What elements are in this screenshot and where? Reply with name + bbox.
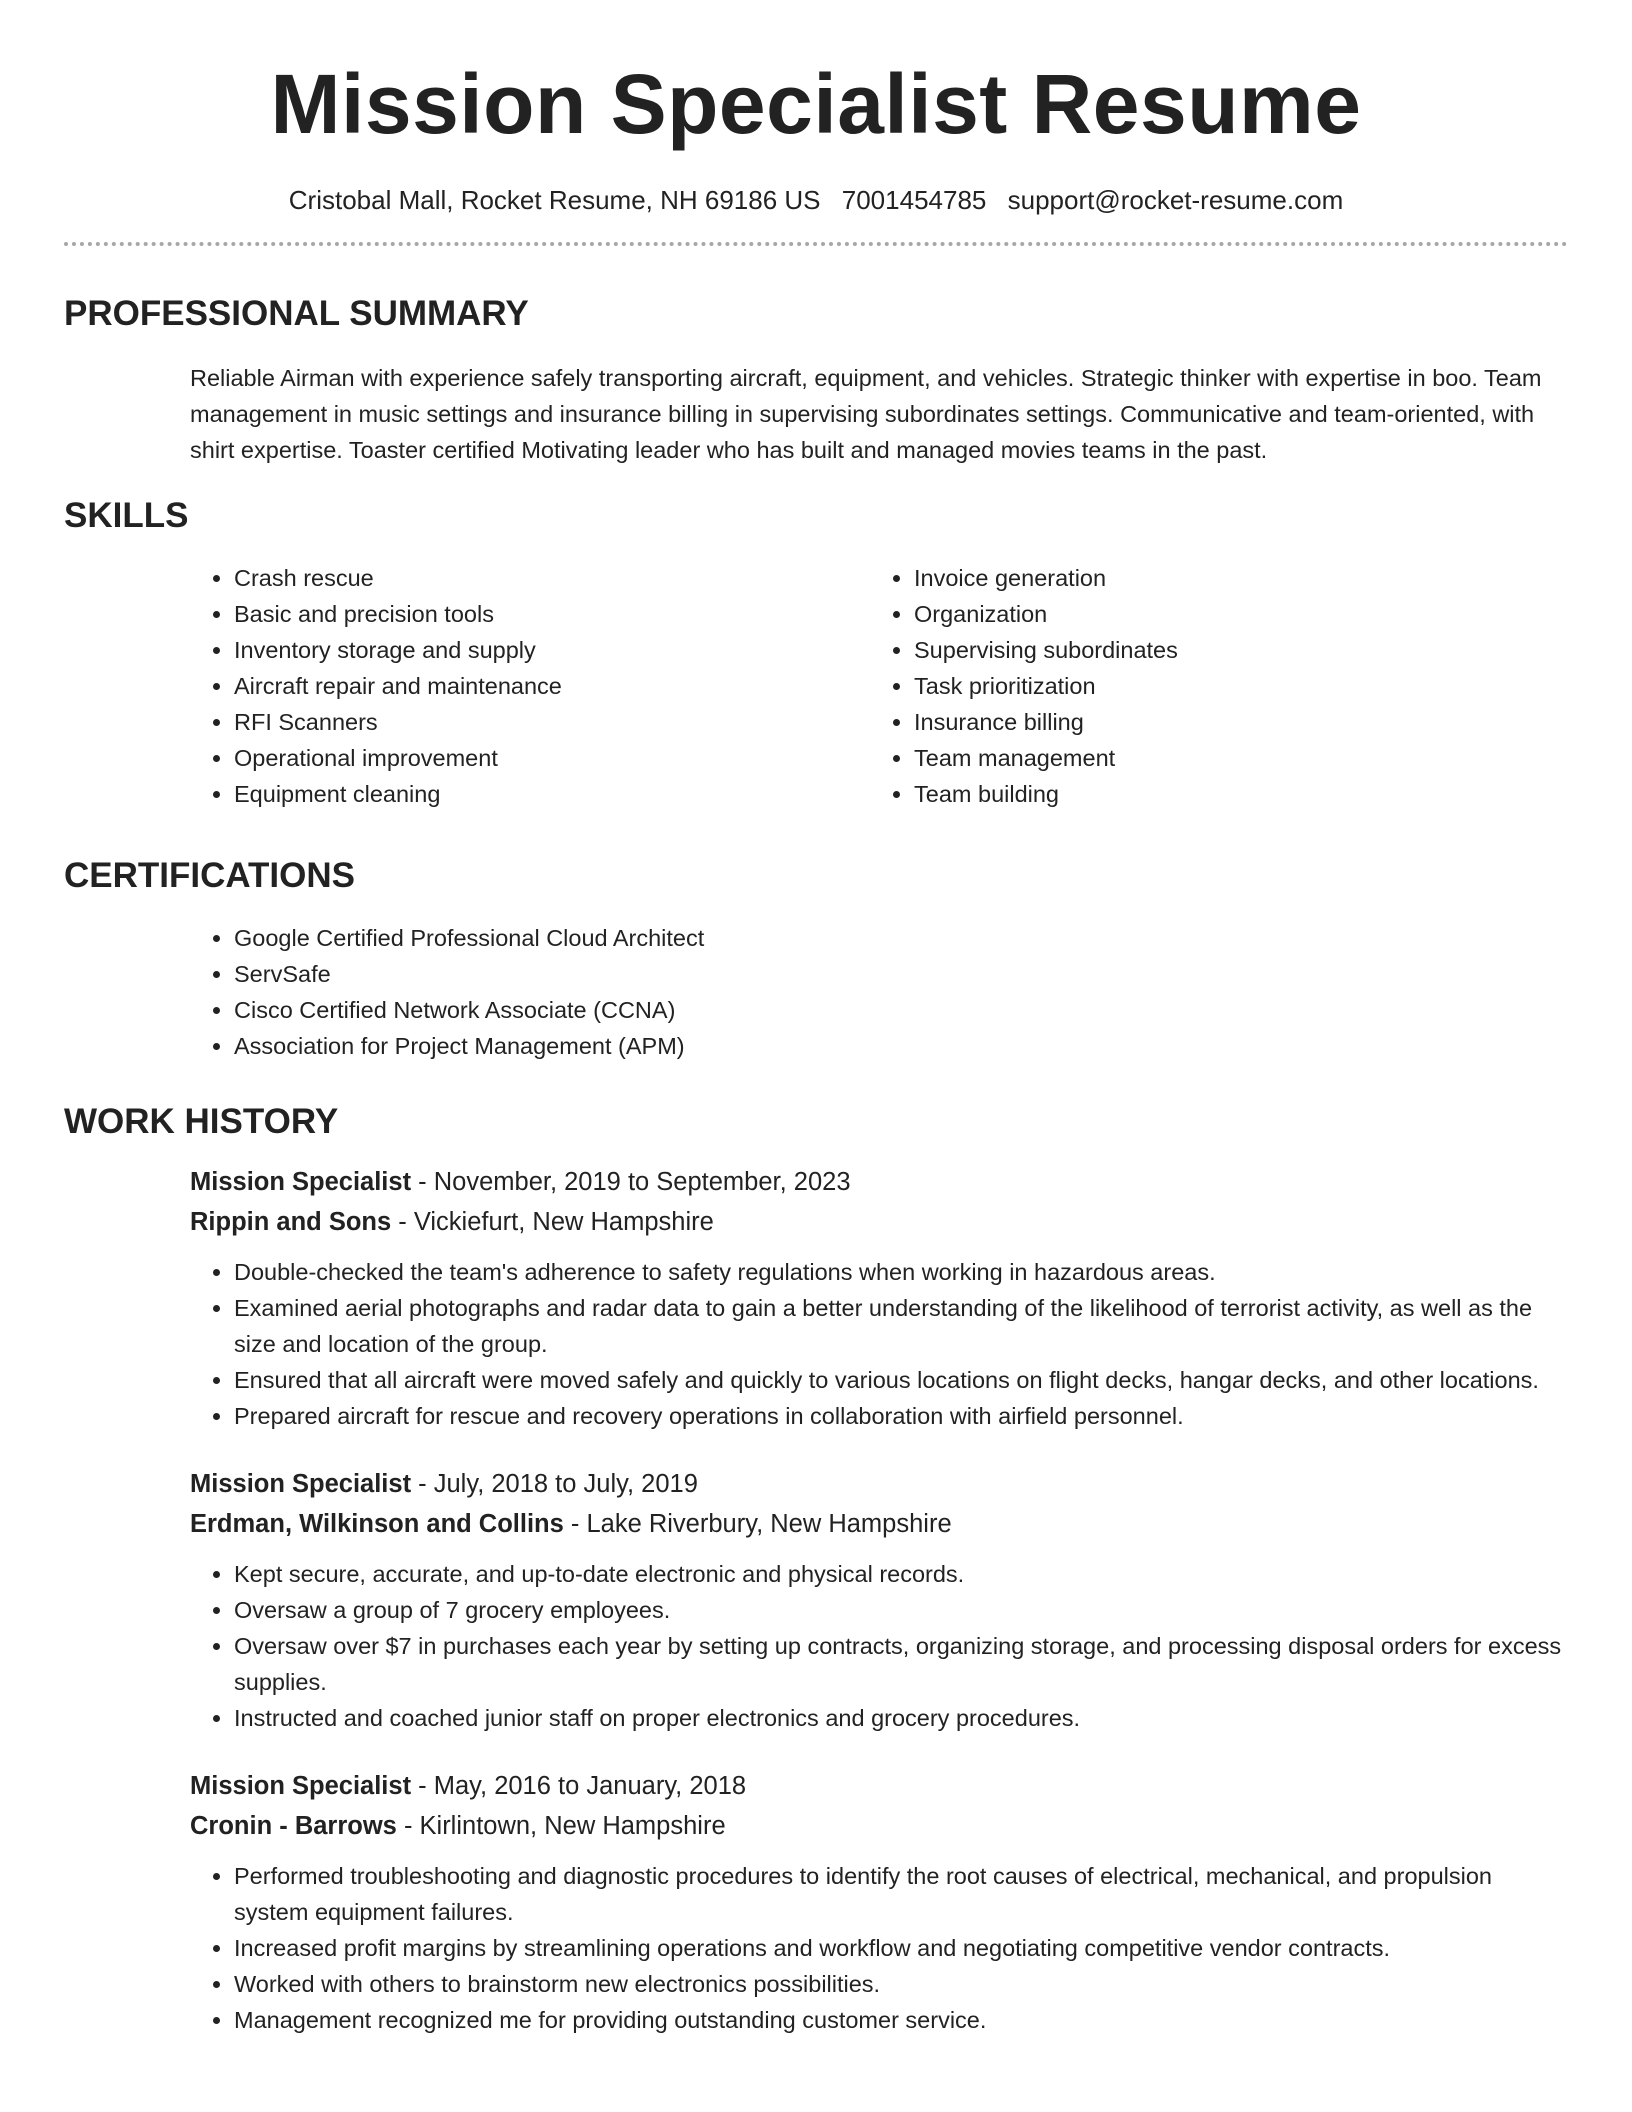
certification-item: • Cisco Certified Network Associate (CCNA) <box>234 992 1568 1028</box>
skill-item: • Inventory storage and supply <box>234 632 870 668</box>
job-bullet: • Management recognized me for providing outstanding customer service. <box>234 2002 1568 2038</box>
skill-item: • Operational improvement <box>234 740 870 776</box>
job-title: Mission Specialist <box>190 1470 412 1498</box>
certifications-heading: CERTIFICATIONS <box>64 856 356 895</box>
job-dates: - November, 2019 to September, 2023 <box>411 1168 851 1196</box>
skill-item: • Equipment cleaning <box>234 776 870 812</box>
job-location: - Lake Riverbury, New Hampshire <box>563 1510 952 1538</box>
contact-line <box>64 182 1568 218</box>
skill-item: • Invoice generation <box>914 560 1550 596</box>
skill-item: • Team building <box>914 776 1550 812</box>
job-bullet: • Oversaw over $7 in purchases each year by setting up contracts, organizing storage, and processing disposal orders for excess supplies. <box>234 1628 1568 1700</box>
job-bullet: • Oversaw a group of 7 grocery employees. <box>234 1592 1568 1628</box>
contact-phone: 7001454785 <box>841 185 987 215</box>
skill-item: • Aircraft repair and maintenance <box>234 668 870 704</box>
summary-section <box>64 292 1568 468</box>
summary-text: Reliable Airman with experience safely transporting aircraft, equipment, and vehicles. Strategic thinker with expertise in boo. Team management in music settings and insurance billing in supervising subordinates settings. Communicative and team-oriented, with shirt expertise. Toaster certified Motivating leader who has built and managed movies teams in the past. <box>190 365 1542 463</box>
summary-heading: PROFESSIONAL SUMMARY <box>64 294 529 333</box>
skill-item: • Team management <box>914 740 1550 776</box>
job-title: Mission Specialist <box>190 1168 412 1196</box>
job-title-line <box>190 1162 1568 1202</box>
job-bullet: • Increased profit margins by streamlining operations and workflow and negotiating competitive vendor contracts. <box>234 1930 1568 1966</box>
resume-page <box>64 0 1568 2062</box>
skill-item: • RFI Scanners <box>234 704 870 740</box>
work-history-heading: WORK HISTORY <box>64 1102 339 1141</box>
job-company-line <box>190 1202 1568 1242</box>
job-title-line <box>190 1766 1568 1806</box>
job-location: - Vickiefurt, New Hampshire <box>391 1208 714 1236</box>
job-bullet: • Worked with others to brainstorm new electronics possibilities. <box>234 1966 1568 2002</box>
job-bullet: • Ensured that all aircraft were moved safely and quickly to various locations on flight decks, hangar decks, and other locations. <box>234 1362 1568 1398</box>
job-company-line <box>190 1504 1568 1544</box>
job-company: Rippin and Sons <box>190 1208 392 1236</box>
job-company-line <box>190 1806 1568 1846</box>
certification-item: • Google Certified Professional Cloud Architect <box>234 920 1568 956</box>
skills-grid <box>190 560 1568 812</box>
skill-item: • Insurance billing <box>914 704 1550 740</box>
job-bullet: • Instructed and coached junior staff on proper electronics and grocery procedures. <box>234 1700 1568 1736</box>
page-title: Mission Specialist Resume <box>270 57 1362 151</box>
skills-column-right <box>870 560 1550 812</box>
job-bullet: • Performed troubleshooting and diagnostic procedures to identify the root causes of electrical, mechanical, and propulsion system equipment failures. <box>234 1858 1568 1930</box>
job-bullets <box>190 1556 1568 1736</box>
skills-list-left <box>190 560 870 812</box>
job-bullet: • Prepared aircraft for rescue and recovery operations in collaboration with airfield personnel. <box>234 1398 1568 1434</box>
job-bullets <box>190 1858 1568 2038</box>
job-bullet: • Kept secure, accurate, and up-to-date electronic and physical records. <box>234 1556 1568 1592</box>
skill-item: • Crash rescue <box>234 560 870 596</box>
skills-column-left <box>190 560 870 812</box>
work-history-section <box>64 1100 1568 2038</box>
job-dates: - May, 2016 to January, 2018 <box>411 1772 747 1800</box>
job-title: Mission Specialist <box>190 1772 412 1800</box>
skills-heading: SKILLS <box>64 496 189 535</box>
skill-item: • Task prioritization <box>914 668 1550 704</box>
job-company: Erdman, Wilkinson and Collins <box>190 1510 564 1538</box>
job-bullet: • Double-checked the team's adherence to safety regulations when working in hazardous areas. <box>234 1254 1568 1290</box>
job-title-line <box>190 1464 1568 1504</box>
header-divider <box>64 242 1568 246</box>
job-company: Cronin - Barrows <box>190 1812 397 1840</box>
job-bullet: • Examined aerial photographs and radar data to gain a better understanding of the likelihood of terrorist activity, as well as the size and location of the group. <box>234 1290 1568 1362</box>
skill-item: • Basic and precision tools <box>234 596 870 632</box>
skills-section <box>64 494 1568 812</box>
job-entry <box>190 1464 1568 1736</box>
certifications-section <box>64 854 1568 1064</box>
contact-email: support@rocket-resume.com <box>1007 185 1344 215</box>
certification-item: • ServSafe <box>234 956 1568 992</box>
skill-item: • Organization <box>914 596 1550 632</box>
skill-item: • Supervising subordinates <box>914 632 1550 668</box>
job-entry <box>190 1162 1568 1434</box>
job-dates: - July, 2018 to July, 2019 <box>411 1470 698 1498</box>
certifications-list <box>190 920 1568 1064</box>
job-entry <box>190 1766 1568 2038</box>
certification-item: • Association for Project Management (APM) <box>234 1028 1568 1064</box>
job-location: - Kirlintown, New Hampshire <box>396 1812 726 1840</box>
job-bullets <box>190 1254 1568 1434</box>
contact-address: Cristobal Mall, Rocket Resume, NH 69186 US <box>288 185 821 215</box>
skills-list-right <box>870 560 1550 812</box>
